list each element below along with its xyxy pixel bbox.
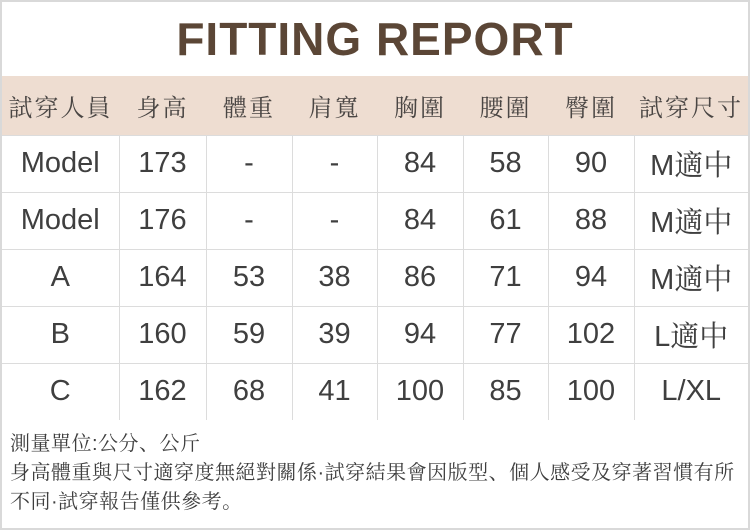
table-cell: Model (2, 135, 119, 192)
table-cell: 88 (548, 192, 634, 249)
table-cell: 71 (463, 249, 548, 306)
note-measure-units: 測量單位:公分、公斤 (10, 433, 201, 455)
header-cell-chest: 胸圍 (394, 94, 446, 122)
table-cell: A (2, 249, 119, 306)
table-header-row (2, 76, 748, 135)
note-disclaimer: 身高體重與尺寸適穿度無絕對關係·試穿結果會因版型、個人感受及穿著習慣有所不同·試穿報告僅供參考。 (10, 462, 735, 513)
table-cell: 84 (377, 192, 463, 249)
table-cell: 90 (548, 135, 634, 192)
header-cell-size: 試穿尺寸 (639, 94, 743, 122)
table-cell: 173 (119, 135, 206, 192)
table-cell: 94 (377, 306, 463, 363)
table-cell: 162 (119, 363, 206, 420)
table-cell: - (292, 192, 377, 249)
table-row (2, 306, 748, 363)
header-cell-shoulder: 肩寬 (308, 94, 361, 122)
table-cell: M適中 (634, 249, 748, 306)
table-cell: M適中 (634, 135, 748, 192)
table-cell: 59 (206, 306, 292, 363)
table-cell: M適中 (634, 192, 748, 249)
table-row (2, 192, 748, 249)
page-title: FITTING REPORT (176, 13, 574, 65)
fitting-table (2, 76, 748, 420)
table-row (2, 135, 748, 192)
table-cell: B (2, 306, 119, 363)
header-cell-waist: 腰圍 (479, 94, 532, 122)
table-cell: 100 (377, 363, 463, 420)
table-cell: 68 (206, 363, 292, 420)
table-cell: Model (2, 192, 119, 249)
table-cell: 53 (206, 249, 292, 306)
notes (2, 420, 748, 517)
table-row (2, 363, 748, 420)
table-row (2, 249, 748, 306)
table-cell: L適中 (634, 306, 748, 363)
table-cell: C (2, 363, 119, 420)
table-cell: 86 (377, 249, 463, 306)
table-cell: - (206, 135, 292, 192)
header-cell-height: 身高 (136, 94, 189, 122)
table-cell: 39 (292, 306, 377, 363)
table-cell: 102 (548, 306, 634, 363)
table-cell: 94 (548, 249, 634, 306)
table-cell: 85 (463, 363, 548, 420)
table-cell: 58 (463, 135, 548, 192)
table-cell: L/XL (634, 363, 748, 420)
table-cell: 164 (119, 249, 206, 306)
table-cell: 84 (377, 135, 463, 192)
table-cell: 61 (463, 192, 548, 249)
header-cell-hip: 臀圍 (565, 94, 617, 122)
table-cell: - (292, 135, 377, 192)
table-cell: 38 (292, 249, 377, 306)
table-cell: - (206, 192, 292, 249)
table-cell: 77 (463, 306, 548, 363)
table-cell: 41 (292, 363, 377, 420)
header-cell-fitter: 試穿人員 (8, 94, 113, 122)
table-cell: 160 (119, 306, 206, 363)
table-cell: 100 (548, 363, 634, 420)
header-cell-weight: 體重 (223, 94, 275, 122)
table-cell: 176 (119, 192, 206, 249)
